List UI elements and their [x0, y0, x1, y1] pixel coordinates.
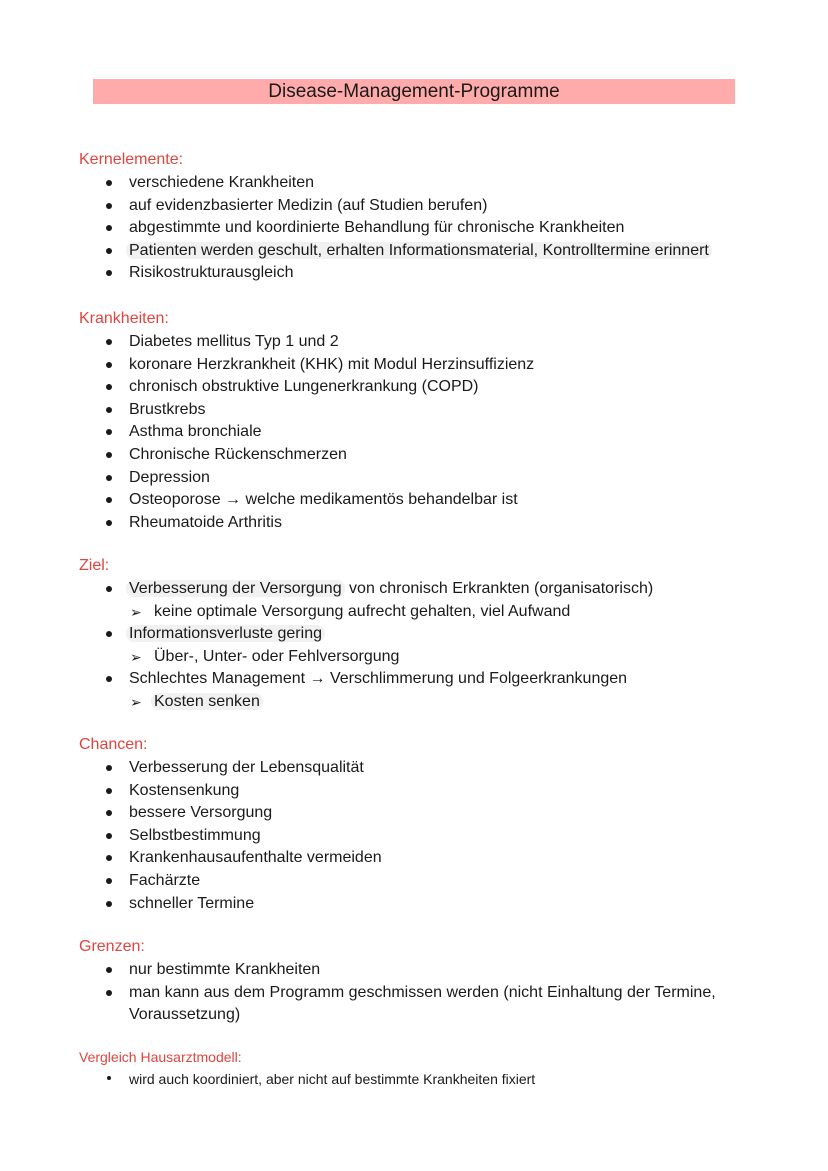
list-item: verschiedene Krankheiten [79, 172, 779, 195]
list-item: Krankenhausaufenthalte vermeiden [79, 847, 779, 870]
list-item: Diabetes mellitus Typ 1 und 2 [79, 331, 779, 354]
sub-item-text: keine optimale Versorgung aufrecht gehalten, viel Aufwand [154, 602, 571, 620]
list-item: Brustkrebs [79, 399, 779, 422]
section-heading: Krankheiten: [79, 310, 169, 327]
arrow-bullet-icon: ➢ [130, 648, 142, 665]
section-grenzen [79, 937, 779, 1027]
section-heading: Vergleich Hausarztmodell: [79, 1049, 242, 1065]
list-item: bessere Versorgung [79, 802, 779, 825]
bullet-list [79, 959, 779, 1027]
bullet-list [79, 1069, 779, 1089]
list-item [79, 578, 779, 601]
list-item [79, 668, 779, 691]
arrow-bullet-icon: ➢ [130, 693, 142, 710]
section-heading: Ziel: [79, 557, 110, 574]
highlighted-text: Patienten werden geschult, erhalten Informationsmaterial, Kontrolltermine erinnert [126, 242, 712, 259]
sub-item-text: Über-, Unter- oder Fehlversorgung [154, 647, 400, 665]
list-item: abgestimmte und koordinierte Behandlung für chronische Krankheiten [79, 217, 779, 240]
bullet-list [79, 331, 779, 534]
sub-item [79, 601, 779, 624]
list-item: chronisch obstruktive Lungenerkrankung (COPD) [79, 376, 779, 399]
list-item: Fachärzte [79, 870, 779, 893]
list-item [79, 623, 779, 646]
item-text: von chronisch Erkrankten (organisatorisch) [344, 580, 654, 597]
section-chancen [79, 735, 779, 915]
item-text: Schlechtes Management → Verschlimmerung und Folgeerkrankungen [129, 670, 628, 688]
list-item: Risikostrukturausgleich [79, 262, 779, 285]
page-title: Disease-Management-Programme [93, 79, 735, 104]
highlighted-text: Verbesserung der Versorgung [126, 580, 345, 597]
bullet-list [79, 757, 779, 915]
list-item: Asthma bronchiale [79, 421, 779, 444]
sub-item-text: Kosten senken [151, 693, 263, 710]
section-kernelemente [79, 150, 779, 285]
list-item [79, 240, 779, 263]
list-item: Rheumatoide Arthritis [79, 512, 779, 535]
section-heading: Grenzen: [79, 938, 145, 955]
bullet-list [79, 172, 779, 285]
list-item: auf evidenzbasierter Medizin (auf Studien berufen) [79, 195, 779, 218]
list-item: schneller Termine [79, 893, 779, 916]
sub-item [79, 691, 779, 714]
section-heading: Kernelemente: [79, 151, 184, 168]
list-item: Verbesserung der Lebensqualität [79, 757, 779, 780]
list-item: koronare Herzkrankheit (KHK) mit Modul Herzinsuffizienz [79, 354, 779, 377]
list-item: Osteoporose → welche medikamentös behandelbar ist [79, 489, 779, 512]
list-item: Depression [79, 467, 779, 490]
section-heading: Chancen: [79, 736, 148, 753]
highlighted-text: Informationsverluste gering [126, 625, 325, 642]
list-item: man kann aus dem Programm geschmissen werden (nicht Einhaltung der Termine, Voraussetzung) [79, 982, 779, 1027]
bullet-list [79, 578, 779, 714]
list-item: nur bestimmte Krankheiten [79, 959, 779, 982]
list-item: Kostensenkung [79, 780, 779, 803]
section-ziel [79, 556, 779, 714]
sub-item [79, 646, 779, 669]
list-item: Chronische Rückenschmerzen [79, 444, 779, 467]
list-item: wird auch koordiniert, aber nicht auf bestimmte Krankheiten fixiert [79, 1069, 779, 1089]
section-krankheiten [79, 309, 779, 534]
section-vergleich [79, 1047, 779, 1089]
list-item: Selbstbestimmung [79, 825, 779, 848]
arrow-bullet-icon: ➢ [130, 603, 142, 620]
